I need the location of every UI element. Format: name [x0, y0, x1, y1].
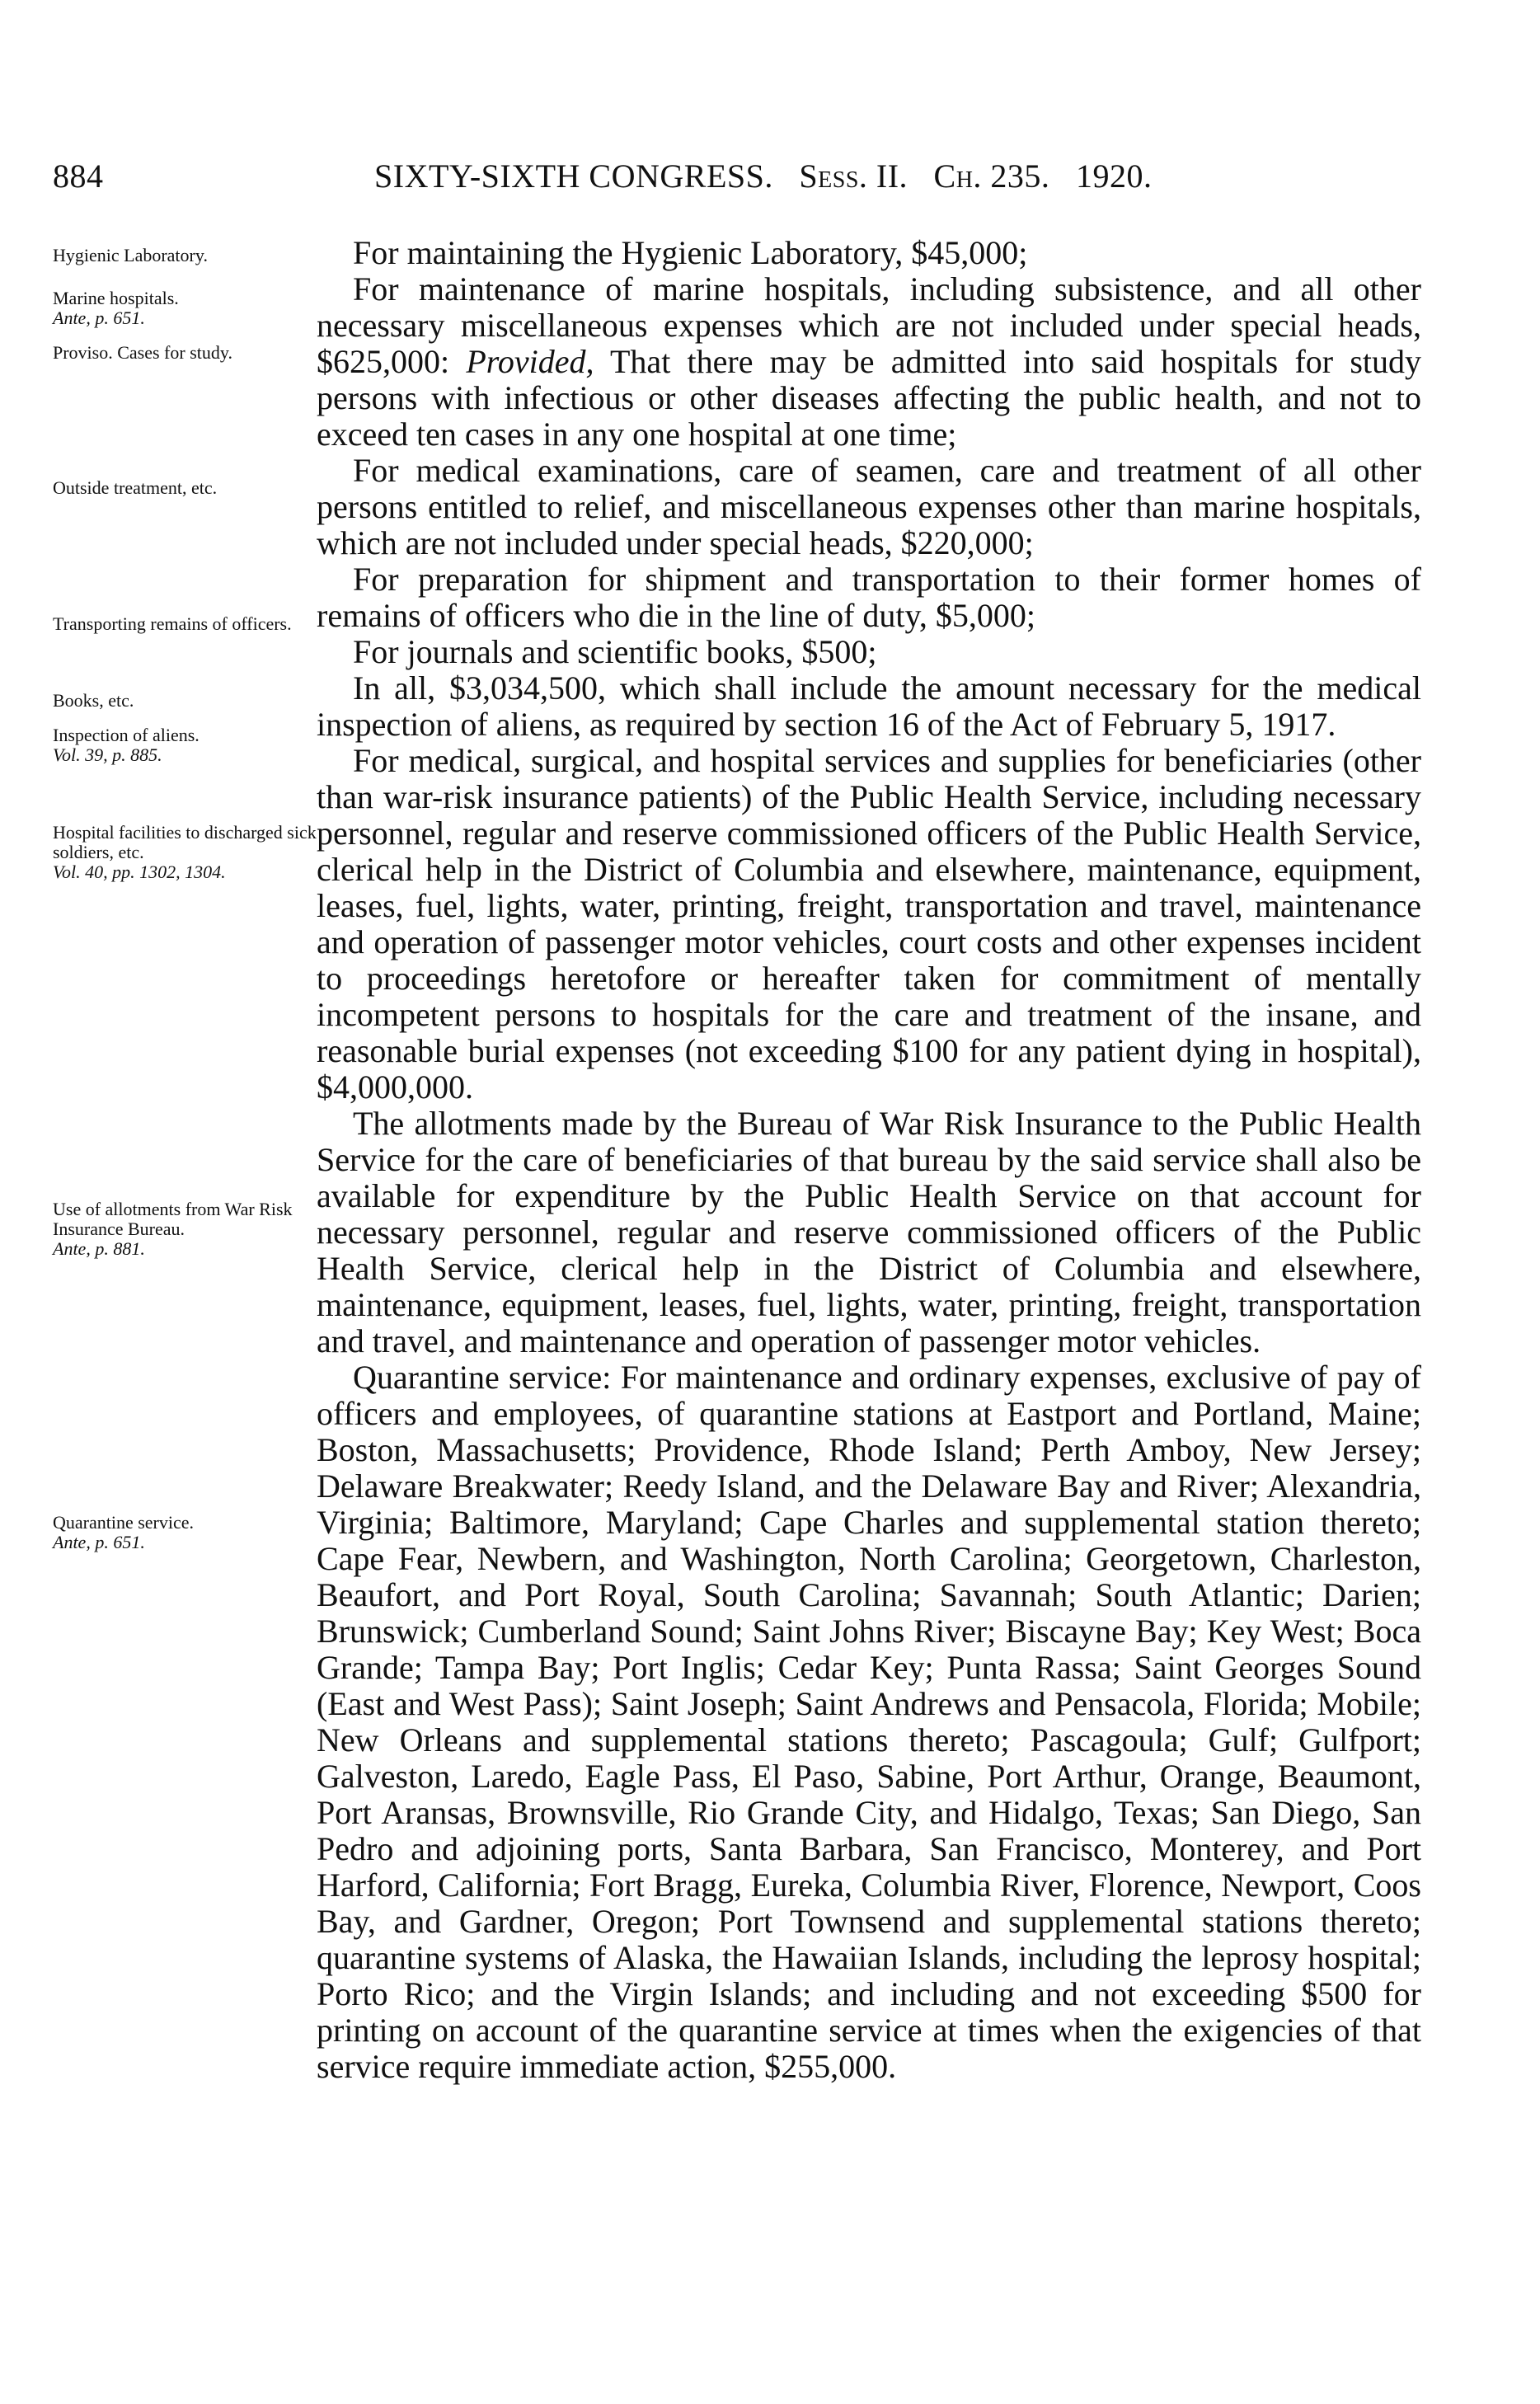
- paragraph-inspection-of-aliens: In all, $3,034,500, which shall include the amount necessary for the medical inspection of aliens, as required by section 16 of the Act of February 5, 1917.: [317, 669, 1421, 743]
- running-head: [374, 157, 1152, 195]
- margin-note-text: Marine hospitals.: [53, 288, 179, 308]
- margin-note: [53, 289, 317, 328]
- margin-note-citation: Ante, p. 651.: [53, 1532, 145, 1552]
- margin-notes: [53, 0, 317, 2404]
- year-label: 1920.: [1075, 157, 1153, 195]
- paragraph-books: For journals and scientific books, $500;: [353, 633, 877, 670]
- paragraph-hygienic-laboratory: For maintaining the Hygienic Laboratory, $45,000;: [353, 234, 1028, 271]
- margin-note: [53, 823, 317, 882]
- margin-note: [53, 1200, 317, 1259]
- margin-note: [53, 691, 317, 711]
- margin-note-text: Books, etc.: [53, 690, 134, 711]
- margin-note: [53, 246, 317, 265]
- margin-note-citation: Ante, p. 881.: [53, 1238, 145, 1259]
- page-number: 884: [53, 157, 104, 195]
- margin-note-citation: Vol. 39, p. 885.: [53, 744, 162, 765]
- congress-title: SIXTY-SIXTH CONGRESS.: [374, 157, 773, 195]
- paragraph-text: That there may be admitted into said hospitals for study persons with infectious or other diseases affecting the public health, and not to exceed ten cases in any one hospital at one time;: [317, 343, 1422, 453]
- margin-note: [53, 725, 317, 765]
- proviso-word: Provided,: [466, 343, 594, 380]
- margin-note-text: Outside treatment, etc.: [53, 477, 218, 498]
- margin-note-text: Use of allotments from War Risk Insurance Bureau.: [53, 1199, 293, 1239]
- margin-note: [53, 614, 317, 634]
- margin-note: [53, 1513, 317, 1552]
- chapter-label: Ch. 235.: [933, 157, 1050, 195]
- margin-note-text: Hospital facilities to discharged sick soldiers, etc.: [53, 822, 317, 862]
- paragraph-outside-treatment: For medical examinations, care of seamen, care and treatment of all other persons entitled to relief, and miscellaneous expenses other than marine hospitals, which are not included under special heads, $220,000;: [317, 452, 1421, 561]
- paragraph-hospital-facilities: For medical, surgical, and hospital services and supplies for beneficiaries (other than war-risk insurance patients) of the Public Health Service, including necessary personnel, regular and reserve commissioned officers of the Public Health Service, clerical help in the District of Columbia and elsewhere, maintenance, equipment, leases, fuel, lights, water, printing, freight, transportation and travel, maintenance and operation of passenger motor vehicles, court costs and other expenses incident to proceedings heretofore or hereafter taken for commitment of mentally incompetent persons to hospitals for the care and treatment of the insane, and reasonable burial expenses (not exceeding $100 for any patient dying in hospital), $4,000,000.: [317, 742, 1421, 1106]
- margin-note: [53, 478, 317, 498]
- margin-note-text: Hygienic Laboratory.: [53, 245, 208, 265]
- session-label: Sess. II.: [799, 157, 909, 195]
- margin-note-citation: Ante, p. 651.: [53, 308, 145, 328]
- margin-note-text: Proviso. Cases for study.: [53, 342, 232, 363]
- statute-body: [317, 235, 1421, 2085]
- margin-note-citation: Vol. 40, pp. 1302, 1304.: [53, 862, 226, 882]
- paragraph-quarantine-service: Quarantine service: For maintenance and ordinary expenses, exclusive of pay of officers and employees, of quarantine stations at Eastport and Portland, Maine; Boston, Massachusetts; Providence, Rhode Island; Perth Amboy, New Jersey; Delaware Breakwater; Reedy Island, and the Delaware Bay and River; Alexandria, Virginia; Baltimore, Maryland; Cape Charles and supplemental station thereto; Cape Fear, Newbern, and Washington, North Carolina; Georgetown, Charleston, Beaufort, and Port Royal, South Carolina; Savannah; South Atlantic; Darien; Brunswick; Cumberland Sound; Saint Johns River; Biscayne Bay; Key West; Boca Grande; Tampa Bay; Port Inglis; Cedar Key; Punta Rassa; Saint Georges Sound (East and West Pass); Saint Joseph; Saint Andrews and Pensacola, Florida; Mobile; New Orleans and supplemental stations thereto; Pascagoula; Gulf; Gulfport; Galveston, Laredo, Eagle Pass, El Paso, Sabine, Port Arthur, Orange, Beaumont, Port Aransas, Brownsville, Rio Grande City, and Hidalgo, Texas; San Diego, San Pedro and adjoining ports, Santa Barbara, San Francisco, Monterey, and Port Harford, California; Fort Bragg, Eureka, Columbia River, Florence, Newport, Coos Bay, and Gardner, Oregon; Port Townsend and supplemental stations thereto; quarantine systems of Alaska, the Hawaiian Islands, including the leprosy hospital; Porto Rico; and the Virgin Islands; and including and not exceeding $500 for printing on account of the quarantine service at times when the exigencies of that service require immediate action, $255,000.: [317, 1359, 1421, 2085]
- margin-note-text: Inspection of aliens.: [53, 725, 200, 745]
- paragraph-war-risk-allotments: The allotments made by the Bureau of War Risk Insurance to the Public Health Service for the care of beneficiaries of that bureau by the said service shall also be available for expenditure by the Public Health Service on that account for necessary personnel, regular and reserve commissioned officers of the Public Health Service, clerical help in the District of Columbia and elsewhere, maintenance, equipment, leases, fuel, lights, water, printing, freight, transportation and travel, and maintenance and operation of passenger motor vehicles.: [317, 1105, 1421, 1359]
- paragraph-marine-hospitals: [317, 271, 1421, 453]
- paragraph-transporting-remains: For preparation for shipment and transportation to their former homes of remains of officers who die in the line of duty, $5,000;: [317, 561, 1421, 634]
- margin-note: [53, 343, 317, 363]
- margin-note-text: Transporting remains of officers.: [53, 613, 292, 634]
- margin-note-text: Quarantine service.: [53, 1512, 195, 1533]
- paragraph-text: For maintenance of marine hospitals, including subsistence, and all other necessary miscellaneous expenses which are not included under special heads, $625,000:: [317, 270, 1421, 380]
